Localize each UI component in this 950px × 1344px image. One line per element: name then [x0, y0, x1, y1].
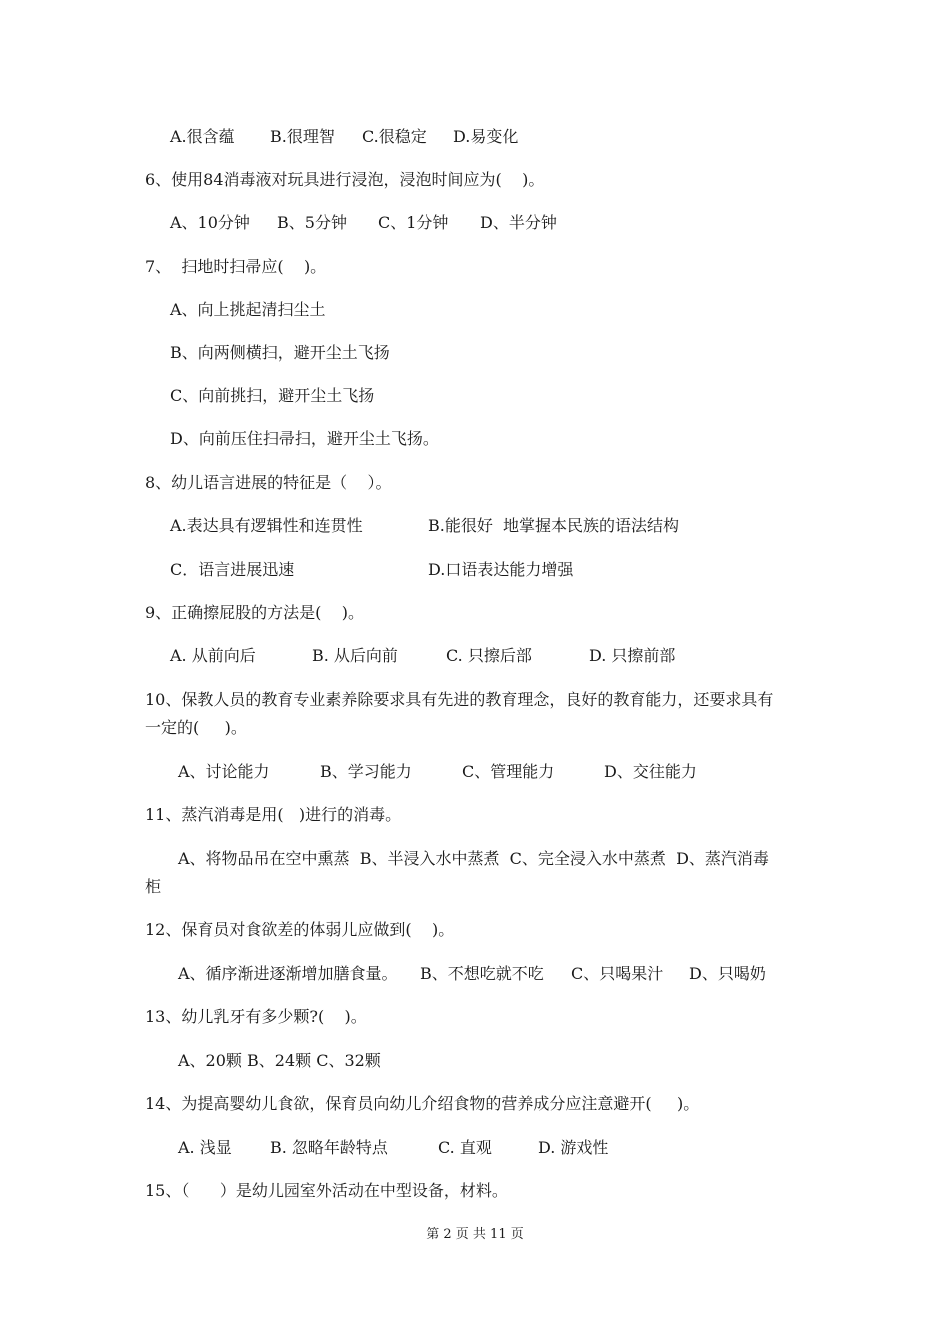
q7-stem: 7、 扫地时扫帚应( )。 [145, 257, 327, 276]
q7-option-d: D、向前压住扫帚扫，避开尘土飞扬。 [170, 429, 439, 448]
q9-option-a: A. 从前向后 [170, 646, 256, 665]
q7-option-b: B、向两侧横扫，避开尘土飞扬 [170, 343, 390, 362]
q10-option-d: D、交往能力 [604, 762, 697, 781]
q8-option-b: B.能很好 地掌握本民族的语法结构 [428, 516, 680, 535]
q14-option-a: A. 浅显 [178, 1138, 232, 1157]
q7-option-a: A、向上挑起清扫尘土 [170, 300, 326, 319]
q5-option-b: B.很理智 [270, 127, 335, 146]
q5-option-d: D.易变化 [453, 127, 519, 146]
q14-stem: 14、为提高婴幼儿食欲，保育员向幼儿介绍食物的营养成分应注意避开( )。 [145, 1094, 700, 1113]
q12-option-c: C、只喝果汁 [571, 964, 664, 983]
q6-option-a: A、10分钟 [170, 213, 250, 232]
q11-options-line1: A、将物品吊在空中熏蒸 B、半浸入水中蒸煮 C、完全浸入水中蒸煮 D、蒸汽消毒 [178, 849, 769, 868]
q6-stem: 6、使用84消毒液对玩具进行浸泡，浸泡时间应为( )。 [145, 170, 545, 189]
q14-option-d: D. 游戏性 [538, 1138, 609, 1157]
q6-option-c: C、1分钟 [378, 213, 449, 232]
q10-option-a: A、讨论能力 [178, 762, 270, 781]
q9-option-b: B. 从后向前 [312, 646, 398, 665]
q9-option-c: C. 只擦后部 [446, 646, 532, 665]
q15-stem: 15、（ ）是幼儿园室外活动在中型设备，材料。 [145, 1181, 508, 1200]
q6-option-d: D、半分钟 [480, 213, 557, 232]
q8-option-a: A.表达具有逻辑性和连贯性 [170, 516, 363, 535]
q14-option-b: B. 忽略年龄特点 [270, 1138, 388, 1157]
q14-option-c: C. 直观 [438, 1138, 492, 1157]
q13-options: A、20颗 B、24颗 C、32颗 [178, 1051, 381, 1070]
q10-stem-line2: 一定的( )。 [145, 718, 247, 737]
q12-stem: 12、保育员对食欲差的体弱儿应做到( )。 [145, 920, 455, 939]
q8-option-c: C．语言进展迅速 [170, 560, 295, 579]
page-number: 第 2 页 共 11 页 [426, 1227, 524, 1242]
q12-option-a: A、循序渐进逐渐增加膳食量。 [178, 964, 398, 983]
q9-option-d: D. 只擦前部 [589, 646, 676, 665]
q6-option-b: B、5分钟 [277, 213, 347, 232]
q5-option-a: A.很含蕴 [170, 127, 235, 146]
q13-stem: 13、幼儿乳牙有多少颗?( )。 [145, 1007, 367, 1026]
q12-option-b: B、不想吃就不吃 [420, 964, 544, 983]
q11-stem: 11、蒸汽消毒是用( )进行的消毒。 [145, 805, 402, 824]
q8-stem: 8、幼儿语言进展的特征是（ ）。 [145, 473, 392, 492]
q10-option-c: C、管理能力 [462, 762, 555, 781]
q7-option-c: C、向前挑扫，避开尘土飞扬 [170, 386, 375, 405]
q11-options-line2: 柜 [145, 877, 162, 896]
q8-option-d: D.口语表达能力增强 [428, 560, 574, 579]
q5-option-c: C.很稳定 [362, 127, 427, 146]
q10-stem-line1: 10、保教人员的教育专业素养除要求具有先进的教育理念，良好的教育能力，还要求具有 [145, 690, 774, 709]
q12-option-d: D、只喝奶 [689, 964, 766, 983]
q9-stem: 9、正确擦屁股的方法是( )。 [145, 603, 365, 622]
q10-option-b: B、学习能力 [320, 762, 412, 781]
